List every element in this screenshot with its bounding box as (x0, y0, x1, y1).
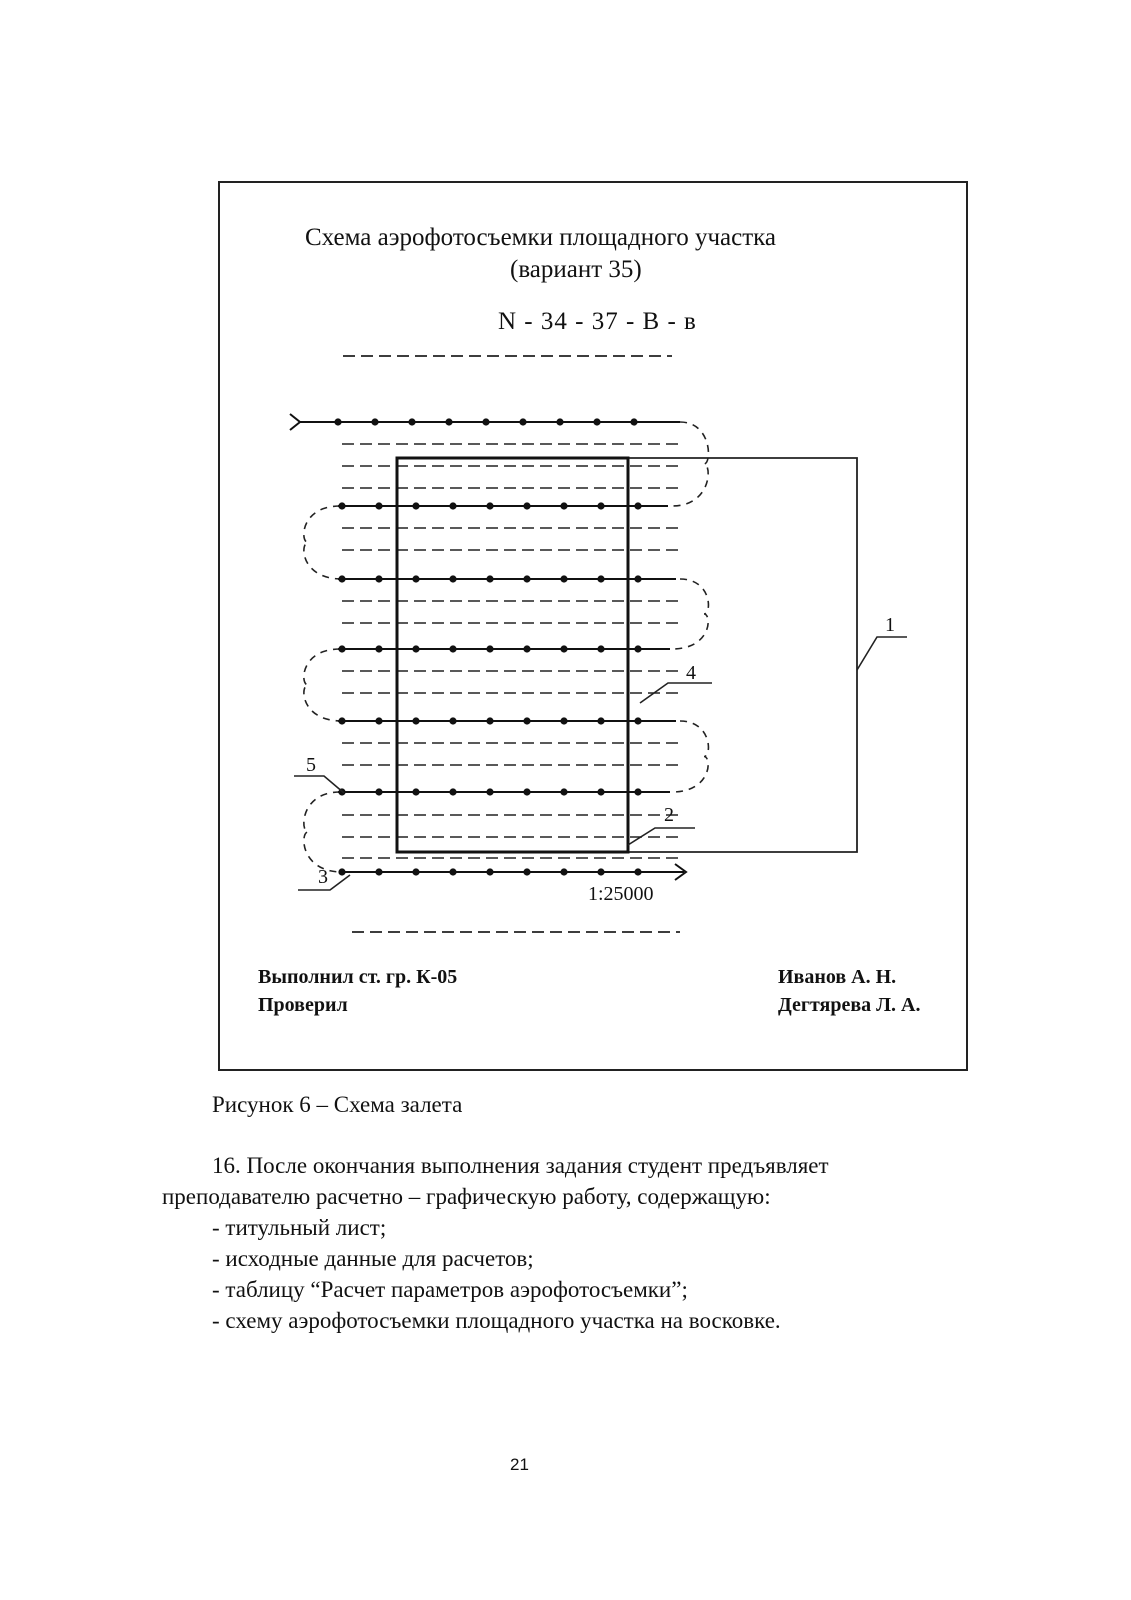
exposure-point (375, 645, 382, 652)
turn-loop (672, 721, 708, 792)
exposure-point (597, 788, 604, 795)
page-number: 21 (510, 1455, 529, 1474)
exposure-points (334, 418, 641, 875)
paragraph-line-1: 16. После окончания выполнения задания студент предъявляет (212, 1153, 829, 1178)
exposure-point (634, 788, 641, 795)
performer-name: Иванов А. Н. (778, 966, 897, 988)
exposure-point (449, 645, 456, 652)
exposure-point (634, 868, 641, 875)
exposure-point (523, 502, 530, 509)
exposure-point (634, 502, 641, 509)
list-item: - титульный лист; (212, 1215, 387, 1240)
exposure-point (597, 575, 604, 582)
turn-loop (672, 579, 708, 649)
exposure-point (375, 575, 382, 582)
paragraph-line-2: преподавателю расчетно – графическую работу, содержащую: (162, 1184, 771, 1209)
exposure-point (560, 868, 567, 875)
scale-label: 1:25000 (588, 883, 654, 905)
figure-title-line2: (вариант 35) (510, 256, 642, 283)
exposure-point (486, 645, 493, 652)
exposure-point (597, 868, 604, 875)
exposure-point (412, 575, 419, 582)
exposure-point (630, 418, 637, 425)
exposure-point (519, 418, 526, 425)
label-4: 4 (686, 662, 696, 684)
checked-by-label: Проверил (258, 994, 348, 1016)
exposure-point (482, 418, 489, 425)
exposure-point (597, 645, 604, 652)
exposure-point (523, 645, 530, 652)
turn-loops (304, 422, 709, 872)
exposure-point (412, 868, 419, 875)
turn-loop (304, 506, 342, 579)
exposure-point (449, 575, 456, 582)
exposure-point (338, 502, 345, 509)
start-arrow-icon (290, 414, 300, 430)
exposure-point (597, 717, 604, 724)
exposure-point (634, 645, 641, 652)
exposure-point (634, 575, 641, 582)
list-item: - таблицу “Расчет параметров аэрофотосъемки”; (212, 1277, 688, 1302)
exposure-point (449, 868, 456, 875)
exposure-point (412, 645, 419, 652)
list-item: - схему аэрофотосъемки площадного участка на восковке. (212, 1308, 781, 1333)
list-item: - исходные данные для расчетов; (212, 1246, 534, 1271)
label-2: 2 (664, 804, 674, 826)
exposure-point (408, 418, 415, 425)
exposure-point (593, 418, 600, 425)
exposure-point (371, 418, 378, 425)
label-1: 1 (885, 614, 895, 636)
turn-loop (304, 792, 342, 872)
exposure-point (338, 868, 345, 875)
exposure-point (523, 717, 530, 724)
figure-caption: Рисунок 6 – Схема залета (212, 1092, 463, 1117)
exposure-point (523, 788, 530, 795)
exposure-point (338, 575, 345, 582)
checker-name: Дегтярева Л. А. (778, 994, 921, 1016)
exposure-point (412, 717, 419, 724)
exposure-point (375, 502, 382, 509)
exposure-point (523, 575, 530, 582)
exposure-point (412, 788, 419, 795)
exposure-point (375, 788, 382, 795)
exposure-point (338, 717, 345, 724)
turn-loop (672, 422, 708, 506)
exposure-point (560, 717, 567, 724)
exposure-point (412, 502, 419, 509)
figure-title-line1: Схема аэрофотосъемки площадного участка (305, 224, 777, 251)
label-3: 3 (318, 866, 328, 888)
turn-loop (304, 649, 342, 721)
exposure-point (560, 645, 567, 652)
label-5: 5 (306, 754, 316, 776)
leader-line-1 (857, 637, 907, 670)
exposure-point (486, 502, 493, 509)
exposure-point (486, 788, 493, 795)
exposure-point (449, 788, 456, 795)
exposure-point (486, 868, 493, 875)
leader-line-5 (294, 776, 344, 793)
exposure-point (560, 575, 567, 582)
exposure-point (486, 575, 493, 582)
performed-by-label: Выполнил ст. гр. К-05 (258, 966, 458, 988)
exposure-point (556, 418, 563, 425)
exposure-point (560, 788, 567, 795)
exposure-point (523, 868, 530, 875)
exposure-point (449, 717, 456, 724)
exposure-point (486, 717, 493, 724)
exposure-point (445, 418, 452, 425)
exposure-point (634, 717, 641, 724)
exposure-point (597, 502, 604, 509)
exposure-point (560, 502, 567, 509)
exposure-point (375, 868, 382, 875)
exposure-point (449, 502, 456, 509)
exposure-point (338, 645, 345, 652)
exposure-point (375, 717, 382, 724)
exposure-point (334, 418, 341, 425)
sheet-nomenclature: N - 34 - 37 - В - в (498, 308, 697, 335)
